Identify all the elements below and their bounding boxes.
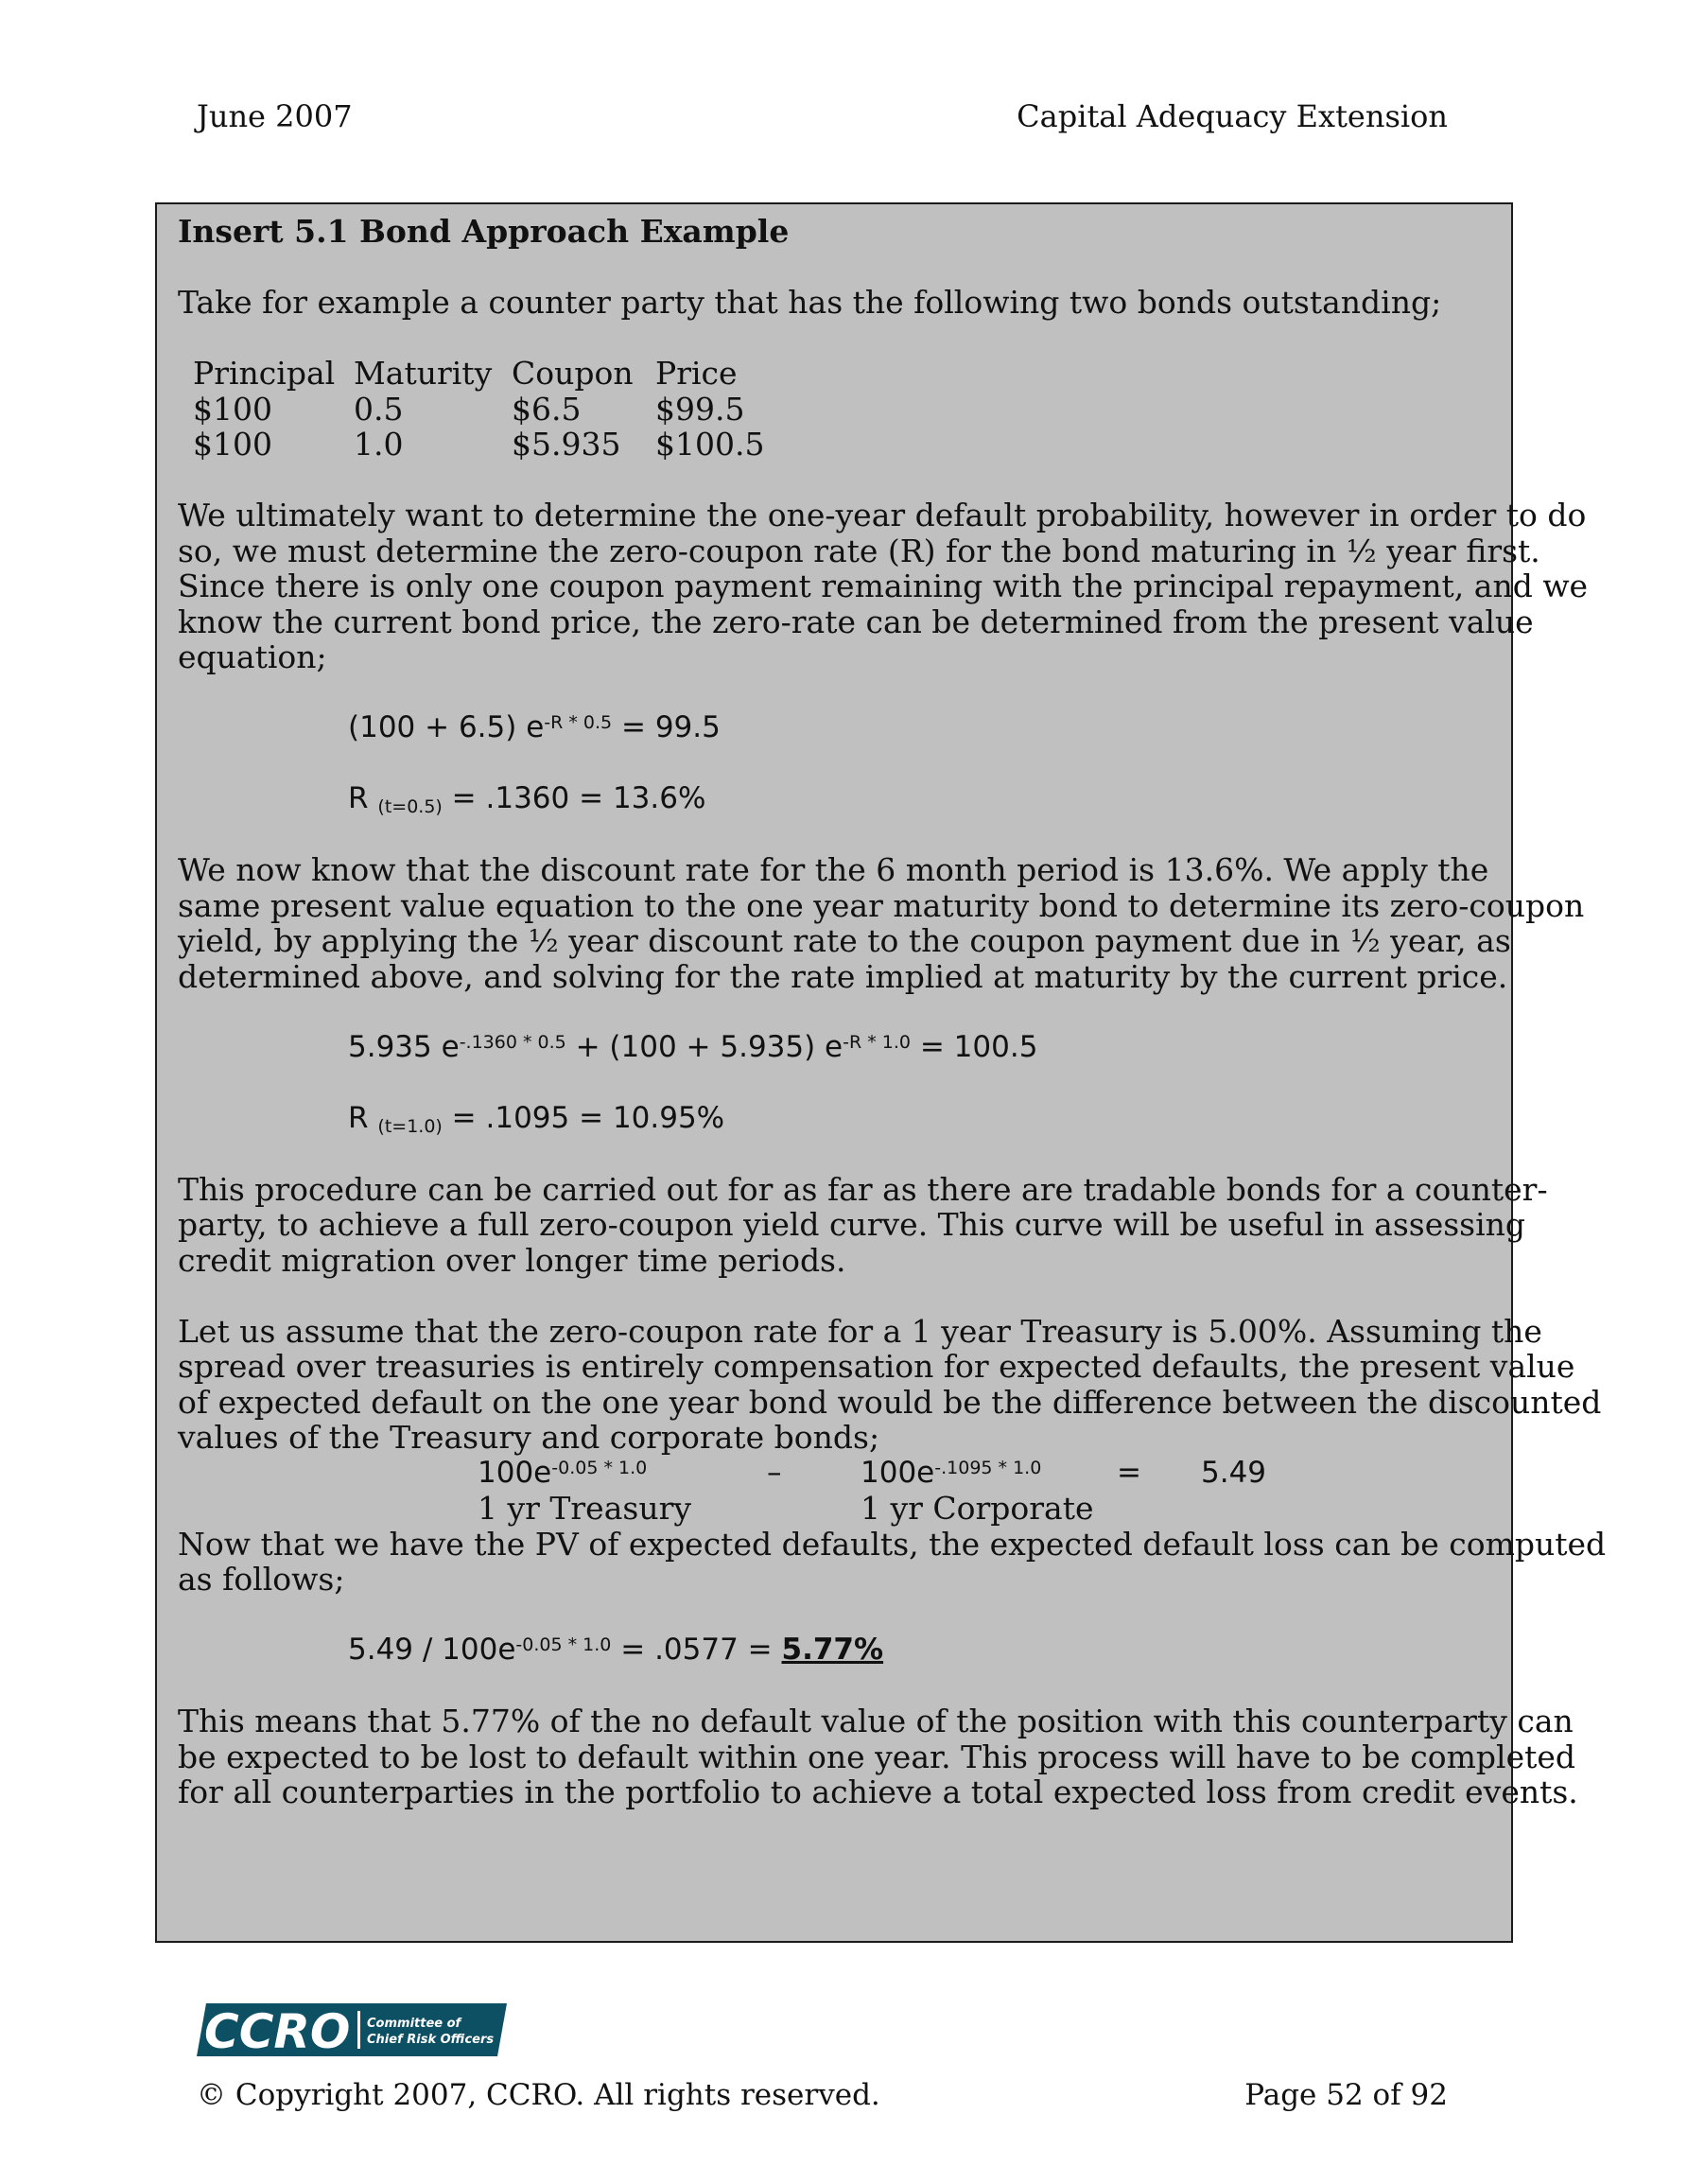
insert-content	[178, 213, 1607, 1810]
footer-copyright: © Copyright 2007, CCRO. All rights reserved.	[197, 2078, 880, 2112]
treasury-label: 1 yr Treasury	[478, 1490, 691, 1527]
treasury-term: $100e^{-0.05 * 1.0}$	[478, 1455, 648, 1490]
table-row	[193, 392, 807, 428]
table-header-cell: Coupon	[512, 355, 634, 392]
equals-sign: =	[1117, 1455, 1141, 1490]
ccro-logo	[197, 2003, 507, 2056]
paragraph-line: credit migration over longer time periods.	[178, 1241, 846, 1279]
table-cell: $5.935	[512, 426, 621, 463]
paragraph-line: This means that 5.77% of the no default value of the position with this counterparty can	[178, 1703, 1574, 1739]
table-cell: $6.5	[512, 390, 582, 428]
paragraph-line: party, to achieve a full zero-coupon yield curve. This curve will be useful in assessing	[178, 1206, 1526, 1243]
table-header-row	[193, 356, 807, 392]
table-cell: 0.5	[354, 390, 404, 428]
table-cell: 1.0	[354, 426, 404, 463]
corporate-label: 1 yr Corporate	[861, 1490, 1094, 1527]
treasury-corporate-comparison	[178, 1456, 1487, 1527]
equation-rate-half-year: R $_{(t=0.5)}$ = .1360 = 13.6%	[348, 781, 706, 817]
corporate-term: $100e^{-.1095 * 1.0}$	[861, 1455, 1042, 1490]
paragraph-line: be expected to be lost to default within one year. This process will have to be completed	[178, 1738, 1576, 1775]
equation-present-value-half-year: (100 + 6.5) $e^{-R * 0.5} = 99.5$	[348, 710, 721, 744]
paragraph-line: equation;	[178, 638, 327, 675]
paragraph-line: determined above, and solving for the rate implied at maturity by the current price.	[178, 957, 1508, 995]
paragraph-line: This procedure can be carried out for as far as there are tradable bonds for a counter-	[178, 1170, 1548, 1208]
table-header-cell: Maturity	[354, 355, 493, 392]
table-cell: $100.5	[655, 426, 765, 463]
paragraph-line: yield, by applying the ½ year discount rate to the coupon payment due in ½ year, as	[178, 922, 1511, 959]
paragraph-line: so, we must determine the zero-coupon rate (R) for the bond maturing in ½ year first.	[178, 532, 1540, 569]
footer-page-number: Page 52 of 92	[1244, 2078, 1448, 2112]
equation-rate-one-year: R $_{(t=1.0)}$ = .1095 = 10.95%	[348, 1100, 725, 1137]
equation-present-value-one-year: 5.935 $e^{-.1360 * 0.5} + (100 + 5.935) e^{-R * 1.0} = 100.5$	[348, 1029, 1038, 1064]
paragraph-line: Now that we have the PV of expected defaults, the expected default loss can be computed	[178, 1525, 1607, 1563]
intro-text: Take for example a counter party that has the following two bonds outstanding;	[178, 284, 1442, 321]
header-date: June 2007	[197, 98, 353, 134]
paragraph-line: Let us assume that the zero-coupon rate for a 1 year Treasury is 5.00%. Assuming the	[178, 1312, 1542, 1350]
table-cell: $100	[193, 390, 272, 428]
bonds-table	[193, 356, 807, 463]
paragraph-line: Since there is only one coupon payment remaining with the principal repayment, and we	[178, 568, 1589, 604]
minus-sign: –	[767, 1455, 782, 1490]
logo-line1: Committee of	[367, 2017, 461, 2031]
table-row	[193, 427, 807, 463]
paragraph-line: spread over treasuries is entirely compensation for expected defaults, the present value	[178, 1348, 1575, 1385]
equation-expected-default-loss: $5.49 / 100e^{-0.05 * 1.0} = .0577 = 5.77\%$	[348, 1633, 884, 1667]
expected-loss-result: 5.77%	[781, 1633, 884, 1667]
pv-expected-default-value: 5.49	[1201, 1455, 1267, 1490]
paragraph-line: of expected default on the one year bond would be the difference between the discounted	[178, 1383, 1602, 1421]
paragraph-line: for all counterparties in the portfolio to achieve a total expected loss from credit events.	[178, 1773, 1578, 1810]
paragraph-line: values of the Treasury and corporate bonds;	[178, 1419, 880, 1456]
table-header-cell: Principal	[193, 355, 336, 392]
table-cell: $99.5	[655, 390, 745, 428]
table-header-cell: Price	[655, 355, 738, 392]
logo-mark: CCRO	[204, 2004, 351, 2056]
logo-line2: Chief Risk Officers	[367, 2033, 495, 2047]
paragraph-line: as follows;	[178, 1561, 345, 1598]
header-title: Capital Adequacy Extension	[1017, 98, 1448, 134]
paragraph-line: We ultimately want to determine the one-year default probability, however in order to do	[178, 497, 1587, 533]
paragraph-line: We now know that the discount rate for the 6 month period is 13.6%. We apply the	[178, 851, 1489, 888]
paragraph-line: same present value equation to the one year maturity bond to determine its zero-coupon	[178, 886, 1585, 924]
paragraph-line: know the current bond price, the zero-rate can be determined from the present value	[178, 603, 1534, 640]
insert-box	[155, 202, 1607, 1943]
insert-title: Insert 5.1 Bond Approach Example	[178, 213, 790, 250]
table-cell: $100	[193, 426, 272, 463]
